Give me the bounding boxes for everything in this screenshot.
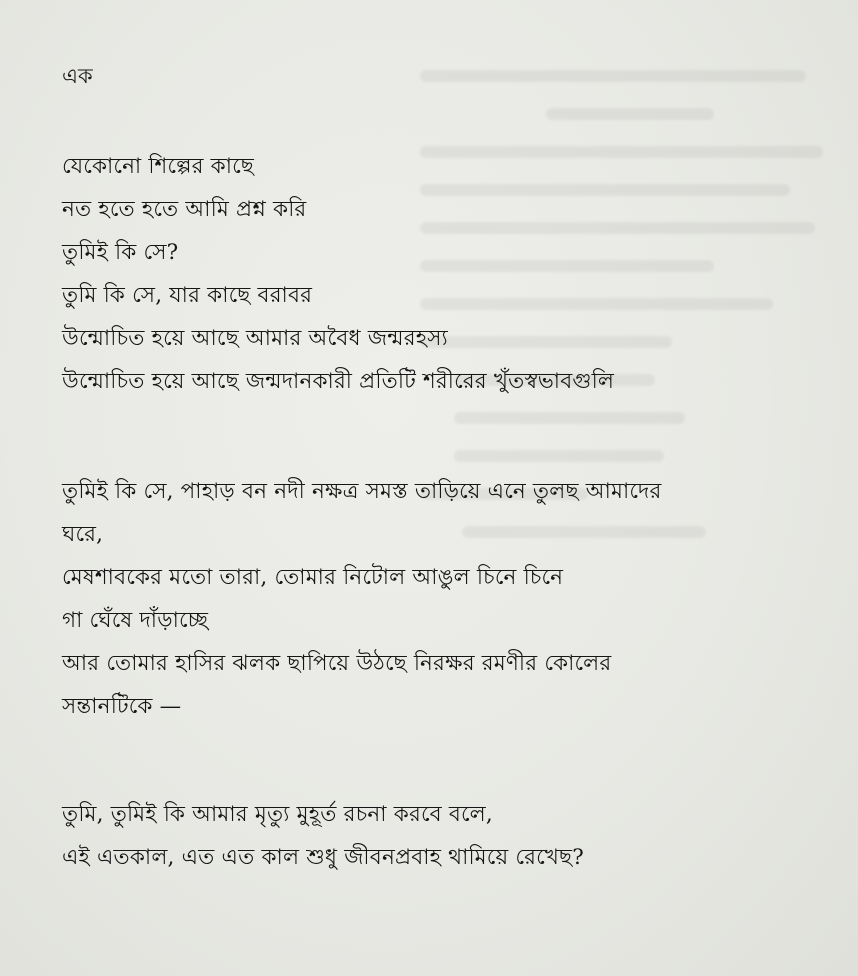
poem-line: গা ঘেঁষে দাঁড়াচ্ছে bbox=[62, 608, 209, 633]
poem-line: মেষশাবকের মতো তারা, তোমার নিটোল আঙুল চিনে চিনে bbox=[62, 565, 564, 590]
poem-line: উন্মোচিত হয়ে আছে আমার অবৈধ জন্মরহস্য bbox=[62, 326, 448, 351]
poem-line: তুমিই কি সে? bbox=[62, 240, 179, 265]
poem-line: সন্তানটিকে — bbox=[62, 694, 182, 719]
poem-line: উন্মোচিত হয়ে আছে জন্মদানকারী প্রতিটি শরীরের খুঁতস্বভাবগুলি bbox=[62, 369, 615, 394]
poem-line: ঘরে, bbox=[62, 522, 104, 547]
poem-line: যেকোনো শিল্পের কাছে bbox=[62, 154, 255, 179]
poem-line: নত হতে হতে আমি প্রশ্ন করি bbox=[62, 197, 307, 222]
poem-line: আর তোমার হাসির ঝলক ছাপিয়ে উঠছে নিরক্ষর রমণীর কোলের bbox=[62, 651, 612, 676]
poem-line: তুমি কি সে, যার কাছে বরাবর bbox=[62, 283, 313, 308]
poem-line: তুমিই কি সে, পাহাড় বন নদী নক্ষত্র সমস্ত তাড়িয়ে এনে তুলছ আমাদের bbox=[62, 479, 662, 504]
show-through-text bbox=[420, 70, 840, 750]
poem-line: এই এতকাল, এত এত কাল শুধু জীবনপ্রবাহ থামিয়ে রেখেছ? bbox=[62, 845, 585, 870]
poem-line: তুমি, তুমিই কি আমার মৃত্যু মুহূর্ত রচনা করবে বলে, bbox=[62, 802, 493, 827]
poem-title: এক bbox=[62, 64, 93, 88]
